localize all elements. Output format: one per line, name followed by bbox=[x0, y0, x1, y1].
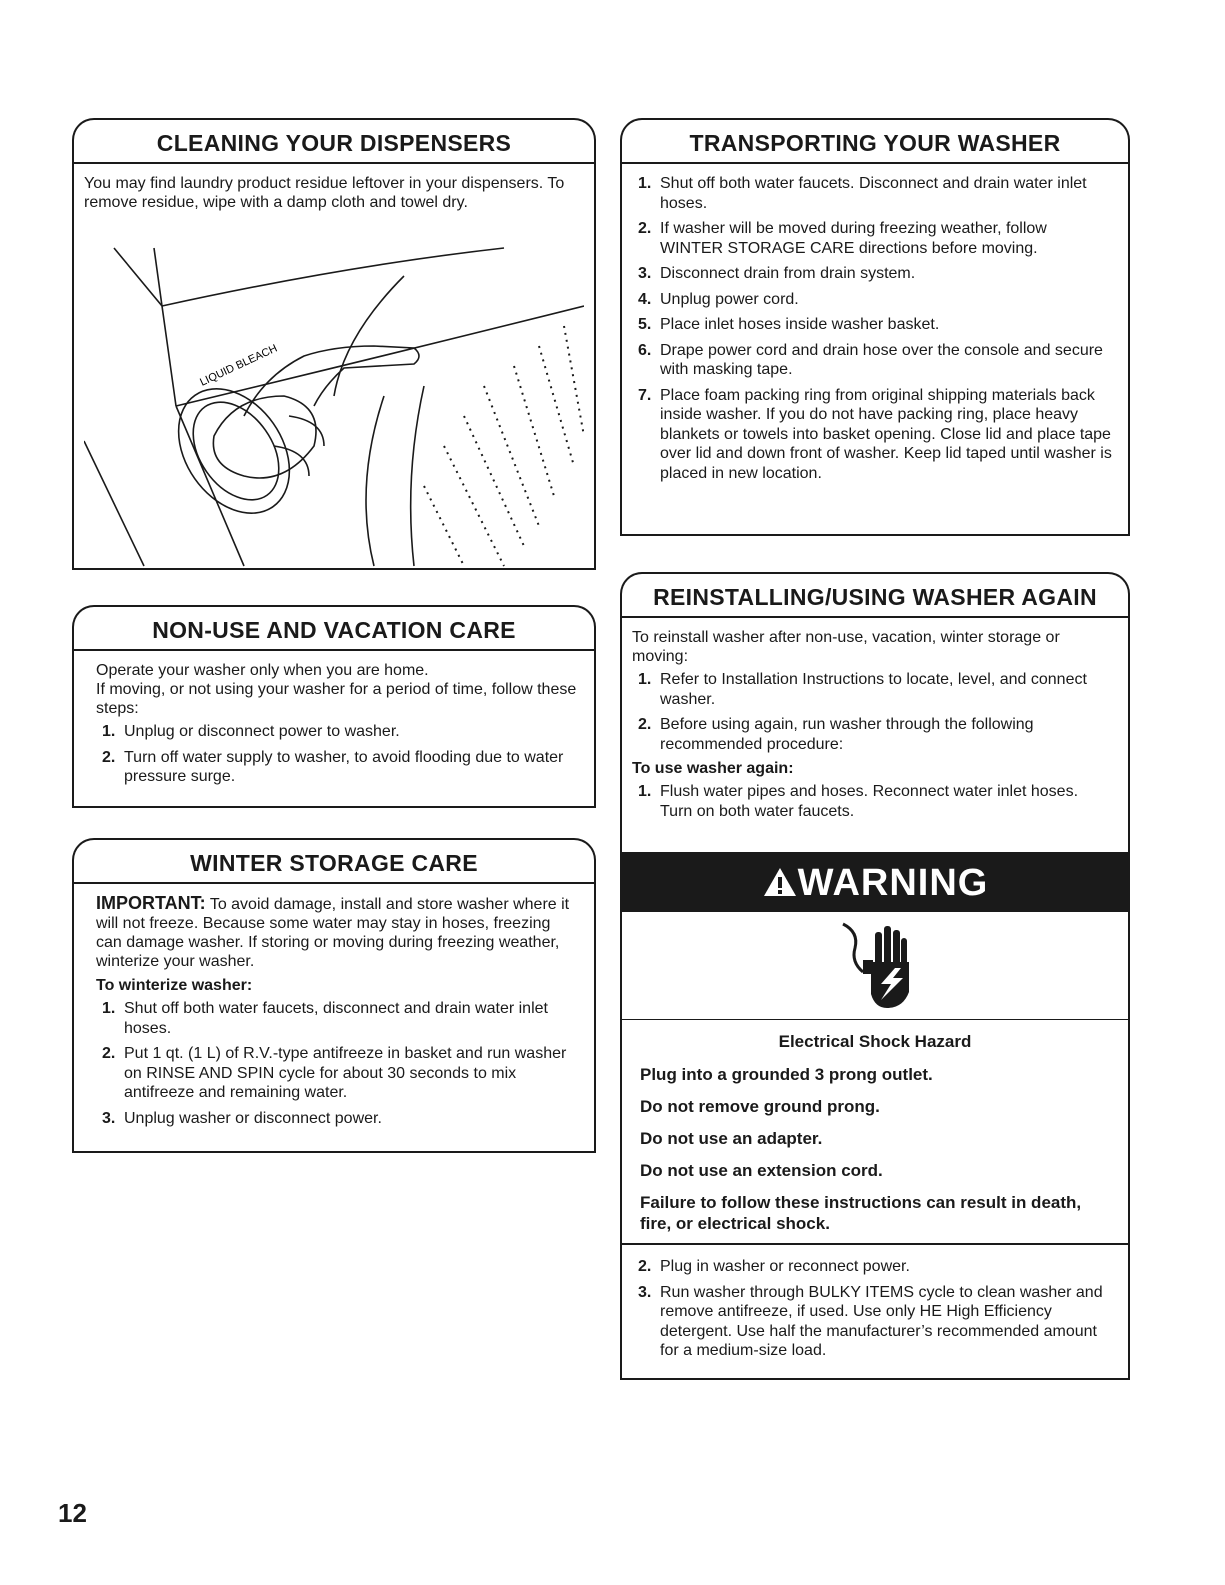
list-item: 2. Plug in washer or reconnect power. bbox=[638, 1258, 910, 1275]
nonuse-box bbox=[72, 649, 596, 808]
reinstall-subhead: To use washer again: bbox=[632, 760, 794, 777]
list-item: 3. Run washer through BULKY ITEMS cycle to clean washer and remove antifreeze, if used. Use only HE High Efficiency detergent. Use half the manufacturer’s recommended amount for a medium-size load. bbox=[638, 1283, 1103, 1359]
warning-line: Do not use an extension cord. bbox=[640, 1161, 883, 1180]
cleaning-text: You may find laundry product residue leftover in your dispensers. To remove residue, wipe with a damp cloth and towel dry. bbox=[84, 175, 565, 211]
warning-triangle-icon bbox=[762, 866, 798, 898]
list-item: 2. Turn off water supply to washer, to avoid flooding due to water pressure surge. bbox=[102, 748, 564, 785]
after-warning-box bbox=[620, 1245, 1130, 1380]
winter-subhead: To winterize washer: bbox=[96, 977, 253, 994]
list-item: 3. Disconnect drain from drain system. bbox=[638, 265, 916, 282]
reinstall-intro: To reinstall washer after non-use, vacation, winter storage or moving: bbox=[632, 629, 1060, 665]
winter-heading: WINTER STORAGE CARE bbox=[190, 850, 478, 876]
list-item: 1. Unplug or disconnect power to washer. bbox=[102, 723, 400, 740]
nonuse-p2: If moving, or not using your washer for a period of time, follow these steps: bbox=[96, 681, 577, 717]
reinstall-steps2 bbox=[632, 782, 1114, 821]
nonuse-steps bbox=[96, 722, 580, 787]
warning-line: Do not remove ground prong. bbox=[640, 1097, 880, 1116]
dispenser-illustration bbox=[84, 246, 584, 576]
dispenser-label: LIQUID BLEACH bbox=[198, 342, 280, 389]
warning-hazard: Electrical Shock Hazard bbox=[778, 1032, 972, 1051]
nonuse-p1: Operate your washer only when you are home. bbox=[96, 662, 429, 679]
winter-important: IMPORTANT: To avoid damage, install and store washer where it will not freeze. Because some water may stay in hoses, freezing can damage washer. If storing or moving during freezing weather, winterize your washer. bbox=[96, 893, 570, 970]
transport-heading: TRANSPORTING YOUR WASHER bbox=[689, 130, 1061, 156]
list-item: 2. Before using again, run washer through the following recommended procedure: bbox=[638, 716, 1034, 753]
transport-steps bbox=[632, 174, 1114, 483]
warning-title: WARNING bbox=[797, 862, 989, 904]
cleaning-section bbox=[72, 118, 596, 570]
warning-text-box bbox=[620, 1020, 1130, 1245]
list-item: 7. Place foam packing ring from original shipping materials back inside washer. If you do not have packing ring, place heavy blankets or towels into basket opening. Close lid and place tape over lid and down front of washer. Keep lid taped until washer is placed in new location. bbox=[638, 386, 1112, 482]
cleaning-box bbox=[72, 162, 596, 570]
list-item: 4. Unplug power cord. bbox=[638, 290, 799, 308]
list-item: 2. Put 1 qt. (1 L) of R.V.-type antifreeze in basket and run washer on RINSE AND SPIN cycle for about 30 seconds to mix antifreeze and remaining water. bbox=[102, 1045, 567, 1101]
after-warning-steps bbox=[632, 1257, 1114, 1361]
list-item: 2. If washer will be moved during freezing weather, follow WINTER STORAGE CARE directions before moving. bbox=[638, 220, 1047, 257]
reinstall-heading: REINSTALLING/USING WASHER AGAIN bbox=[653, 584, 1097, 610]
winter-section bbox=[72, 838, 596, 1153]
list-item: 1. Refer to Installation Instructions to locate, level, and connect washer. bbox=[638, 671, 1087, 708]
transport-box bbox=[620, 162, 1130, 536]
list-item: 1. Shut off both water faucets, disconnect and drain water inlet hoses. bbox=[102, 1000, 548, 1037]
reinstall-section bbox=[620, 572, 1130, 854]
nonuse-heading: NON-USE AND VACATION CARE bbox=[152, 617, 516, 643]
warning-icon-box bbox=[620, 912, 1130, 1020]
list-item: 5. Place inlet hoses inside washer basket. bbox=[638, 316, 940, 333]
list-item: 6. Drape power cord and drain hose over the console and secure with masking tape. bbox=[638, 341, 1103, 378]
reinstall-box bbox=[620, 616, 1130, 854]
warning-line: Do not use an adapter. bbox=[640, 1129, 823, 1148]
electric-shock-hand-icon bbox=[837, 920, 917, 1012]
warning-line: Plug into a grounded 3 prong outlet. bbox=[640, 1065, 933, 1084]
warning-line: Failure to follow these instructions can result in death, fire, or electrical shock. bbox=[640, 1193, 1082, 1233]
page-number: 12 bbox=[58, 1498, 87, 1528]
reinstall-steps bbox=[632, 670, 1114, 754]
nonuse-section bbox=[72, 605, 596, 808]
list-item: 1. Flush water pipes and hoses. Reconnect water inlet hoses. Turn on both water faucets. bbox=[638, 783, 1079, 820]
winter-steps bbox=[96, 999, 580, 1128]
cleaning-heading: CLEANING YOUR DISPENSERS bbox=[156, 130, 512, 156]
transport-section bbox=[620, 118, 1130, 536]
warning-header bbox=[620, 852, 1130, 912]
list-item: 1. Shut off both water faucets. Disconnect and drain water inlet hoses. bbox=[638, 175, 1087, 212]
winter-box bbox=[72, 882, 596, 1153]
list-item: 3. Unplug washer or disconnect power. bbox=[102, 1109, 382, 1127]
